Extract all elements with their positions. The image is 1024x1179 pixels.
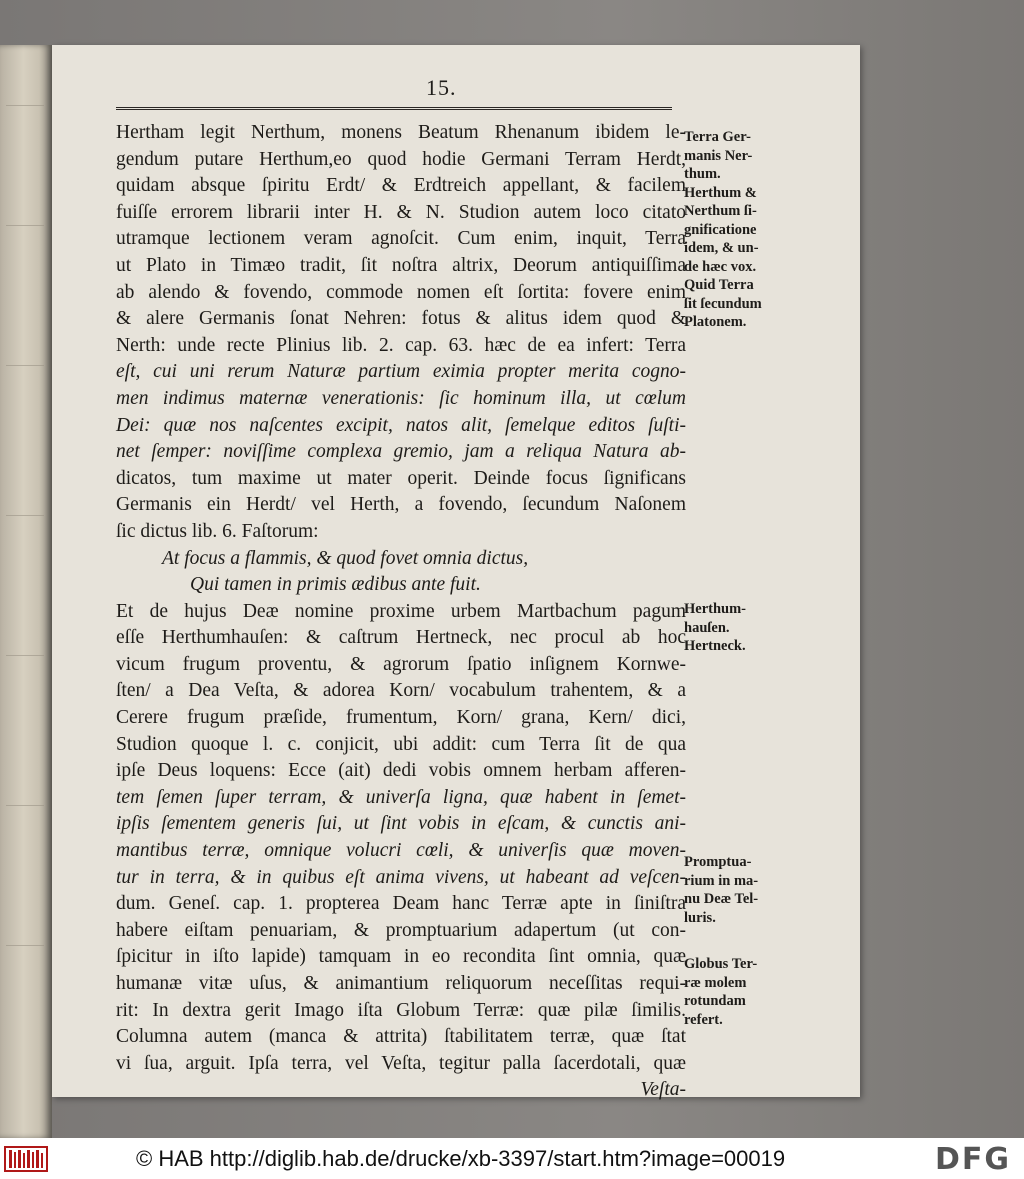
margin-note-line: Globus Ter- xyxy=(684,956,758,972)
margin-note xyxy=(684,955,796,1029)
text-line: net ſemper: noviſſime complexa gremio, jam a reliqua Natura ab- xyxy=(116,441,686,463)
book-page-edges xyxy=(0,45,52,1138)
text-line: vi ſua, arguit. Ipſa terra, vel Veſta, tegitur palla ſacerdotali, quæ xyxy=(116,1052,686,1074)
text-line: rit: In dextra gerit Imago iſta Globum Terræ: quæ pilæ ſimilis. xyxy=(116,999,686,1021)
text-line: & alere Germanis ſonat Nehren: fotus & alitus idem quod & xyxy=(116,308,686,330)
text-line: eſt, cui uni rerum Naturæ partium eximia propter merita cogno- xyxy=(116,361,686,383)
margin-note-line: rotundam xyxy=(684,993,746,1009)
text-line: Columna autem (manca & attrita) ſtabilitatem terræ, quæ ſtat xyxy=(116,1026,686,1048)
margin-note-line: de hæc vox. xyxy=(684,258,757,275)
page-number: 15. xyxy=(426,75,457,100)
margin-note-line: gnificatione xyxy=(684,221,757,238)
text-line: vicum frugum proventu, & agrorum ſpatio inſignem Kornwe- xyxy=(116,653,686,675)
book-page xyxy=(52,45,860,1101)
margin-note-line: Quid Terra xyxy=(684,277,754,293)
margin-note-line: rium in ma- xyxy=(684,872,759,889)
margin-note-line: Herthum- xyxy=(684,601,747,617)
margin-note-line: ſit ſecundum xyxy=(684,295,762,312)
margin-note-line: refert. xyxy=(684,1011,723,1028)
hab-logo-icon xyxy=(4,1144,48,1174)
text-line: men indimus maternæ venerationis: ſic hominum illa, ut cœlum xyxy=(116,387,686,409)
text-line: humanæ vitæ uſus, & animantium reliquorum neceſſitas requi- xyxy=(116,973,686,994)
margin-note-line: Platonem. xyxy=(684,314,747,330)
text-line: tur in terra, & in quibus eſt anima vivens, ut habeant ad veſcen- xyxy=(116,866,686,888)
text-line: Nerth: unde recte Plinius lib. 2. cap. 63. hæc de ea infert: Terra xyxy=(116,334,686,356)
text-line: ipſis ſementem generis ſui, ut ſint vobis in eſcam, & cunctis ani- xyxy=(116,813,686,835)
footer-bar xyxy=(0,1138,1024,1179)
text-line: quidam absque ſpiritu Erdt/ & Erdtreich appellant, & facilem xyxy=(116,175,686,197)
margin-note xyxy=(684,600,796,656)
margin-note-line: thum. xyxy=(684,166,721,182)
verse-line: Qui tamen in primis ædibus ante fuit. xyxy=(190,574,481,596)
margin-note-line: Hertneck. xyxy=(684,638,746,654)
text-line: Dei: quæ nos naſcentes excipit, natos alit, ſemelque editos ſuſti- xyxy=(116,414,686,436)
margin-note-line: Promptua- xyxy=(684,854,752,870)
catchword: Veſta- xyxy=(640,1079,686,1101)
margin-note xyxy=(684,128,796,332)
body-text xyxy=(116,120,686,1104)
text-line: ut Plato in Timæo tradit, ſit noſtra altrix, Deorum antiquiſſima xyxy=(116,254,686,276)
text-line: ſic dictus lib. 6. Faſtorum: xyxy=(116,520,319,542)
margin-note-line: ræ molem xyxy=(684,974,747,991)
margin-note-line: luris. xyxy=(684,909,716,926)
text-line: utramque lectionem veram agnoſcit. Cum enim, inquit, Terra xyxy=(116,228,686,250)
header-rule xyxy=(116,107,672,114)
text-line: Hertham legit Nerthum, monens Beatum Rhenanum ibidem le- xyxy=(116,122,686,143)
margin-note-line: manis Ner- xyxy=(684,147,753,164)
text-line: tem ſemen ſuper terram, & univerſa ligna, quæ habent in ſemet- xyxy=(116,786,686,808)
margin-note-line: Herthum & xyxy=(684,184,757,201)
text-line: dum. Geneſ. cap. 1. propterea Deam hanc Terræ apte in ſiniſtra xyxy=(116,893,686,915)
text-line: ipſe Deus loquens: Ecce (ait) dedi vobis omnem herbam afferen- xyxy=(116,760,686,782)
text-line: ab alendo & fovendo, commode nomen eſt ſortita: fovere enim xyxy=(116,281,686,303)
text-line: dicatos, tum maxime ut mater operit. Deinde focus ſignificans xyxy=(116,467,686,489)
text-line: gendum putare Herthum,eo quod hodie Germani Terram Herdt, xyxy=(116,148,686,170)
text-line: Cerere frugum præſide, frumentum, Korn/ grana, Kern/ dici, xyxy=(116,707,686,729)
margin-note-line: Terra Ger- xyxy=(684,129,751,145)
margin-note-line: idem, & un- xyxy=(684,240,759,256)
text-line: Et de hujus Deæ nomine proxime urbem Martbachum pagum xyxy=(116,600,686,622)
text-line: fuiſſe errorem librarii inter H. & N. Studion autem loco citato xyxy=(116,201,686,223)
text-line: Germanis ein Herdt/ vel Herth, a fovendo, ſecundum Naſonem xyxy=(116,494,686,516)
text-line: Studion quoque l. c. conjicit, ubi addit: cum Terra ſit de qua xyxy=(116,733,686,755)
margin-note xyxy=(684,853,796,927)
margin-note-line: Nerthum ſi- xyxy=(684,203,757,219)
text-line: ſpicitur in iſto lapide) tamquam in eo recondita ſint omnia, quæ xyxy=(116,946,686,968)
text-line: mantibus terræ, omnique volucri cœli, & univerſis quæ moven- xyxy=(116,840,686,862)
text-line: eſſe Herthumhauſen: & caſtrum Hertneck, nec procul ab hoc xyxy=(116,627,686,649)
dfg-logo: DFG xyxy=(935,1142,1012,1177)
margin-note-line: nu Deæ Tel- xyxy=(684,891,759,907)
text-line: habere eiſtam penuariam, & promptuarium adapertum (ut con- xyxy=(116,919,686,941)
margin-note-line: hauſen. xyxy=(684,619,730,636)
verse-line: At focus a flammis, & quod fovet omnia dictus, xyxy=(162,547,529,569)
text-line: ſten/ a Dea Veſta, & adorea Korn/ vocabulum trahentem, & a xyxy=(116,680,686,702)
copyright-url[interactable]: © HAB http://diglib.hab.de/drucke/xb-3397/start.htm?image=00019 xyxy=(136,1146,786,1171)
